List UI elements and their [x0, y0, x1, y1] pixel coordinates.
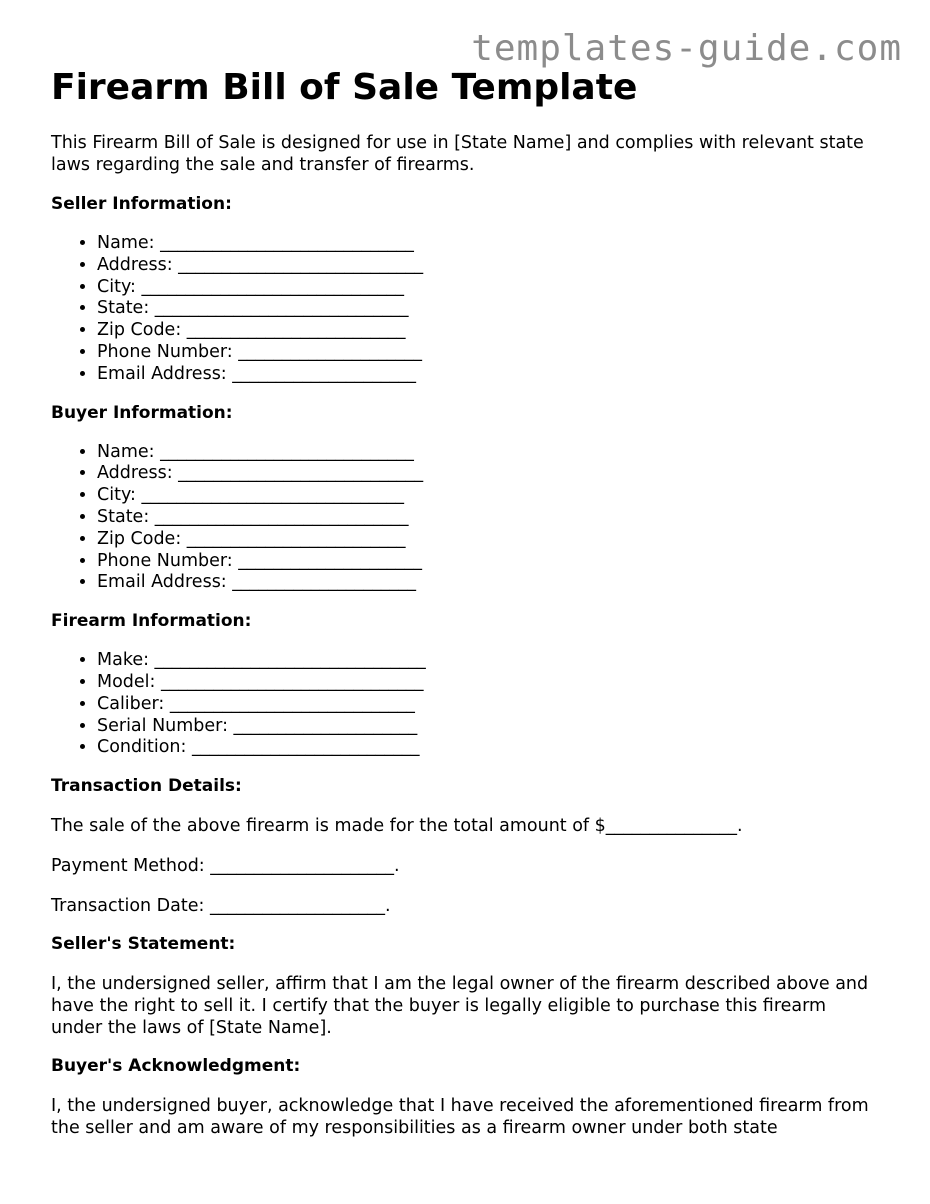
seller-list	[51, 233, 881, 386]
seller-heading: Seller Information:	[51, 194, 232, 214]
list-item: • Model: ______________________________	[97, 672, 881, 694]
firearm-heading: Firearm Information:	[51, 611, 252, 632]
list-item: • Caliber: ____________________________	[97, 694, 881, 716]
page-title: Firearm Bill of Sale Template	[51, 67, 638, 108]
list-item: • State: _____________________________	[97, 298, 881, 320]
list-item: • Make: _______________________________	[97, 650, 881, 672]
list-item: • Address: ____________________________	[97, 255, 881, 277]
list-item: • City: ______________________________	[97, 277, 881, 299]
list-item: • State: _____________________________	[97, 507, 881, 529]
list-item: • Condition: __________________________	[97, 737, 881, 759]
seller-statement-heading: Seller's Statement:	[51, 934, 236, 955]
buyer-list	[51, 442, 881, 595]
list-item: • Phone Number: _____________________	[97, 551, 881, 573]
list-item: • Phone Number: _____________________	[97, 342, 881, 364]
buyer-ack-heading: Buyer's Acknowledgment:	[51, 1056, 301, 1077]
list-item: • Name: _____________________________	[97, 233, 881, 255]
list-item: • Email Address: _____________________	[97, 572, 881, 594]
seller-statement-text: I, the undersigned seller, affirm that I am the legal owner of the firearm described above and have the right to sell it. I certify that the buyer is legally eligible to purchase this firearm under the laws of [State Name].	[51, 974, 869, 1039]
firearm-list	[51, 650, 881, 759]
buyer-heading: Buyer Information:	[51, 402, 233, 423]
list-item: • City: ______________________________	[97, 485, 881, 507]
list-item: • Serial Number: _____________________	[97, 716, 881, 738]
transaction-date: Transaction Date: ____________________.	[51, 896, 391, 917]
list-item: • Zip Code: _________________________	[97, 320, 881, 342]
transaction-amount: The sale of the above firearm is made for the total amount of $_______________.	[51, 816, 743, 837]
buyer-ack-text: I, the undersigned buyer, acknowledge that I have received the aforementioned firearm from the seller and am aware of my responsibilities as a firearm owner under both state	[51, 1096, 869, 1139]
payment-method: Payment Method: _____________________.	[51, 856, 400, 877]
list-item: • Email Address: _____________________	[97, 364, 881, 386]
document-body	[51, 64, 881, 1139]
intro-paragraph: This Firearm Bill of Sale is designed for use in [State Name] and complies with relevant state laws regarding the sale and transfer of firearms.	[51, 133, 864, 175]
list-item: • Address: ____________________________	[97, 463, 881, 485]
watermark: templates-guide.com	[471, 28, 902, 69]
transaction-heading: Transaction Details:	[51, 776, 242, 797]
list-item: • Name: _____________________________	[97, 442, 881, 464]
list-item: • Zip Code: _________________________	[97, 529, 881, 551]
